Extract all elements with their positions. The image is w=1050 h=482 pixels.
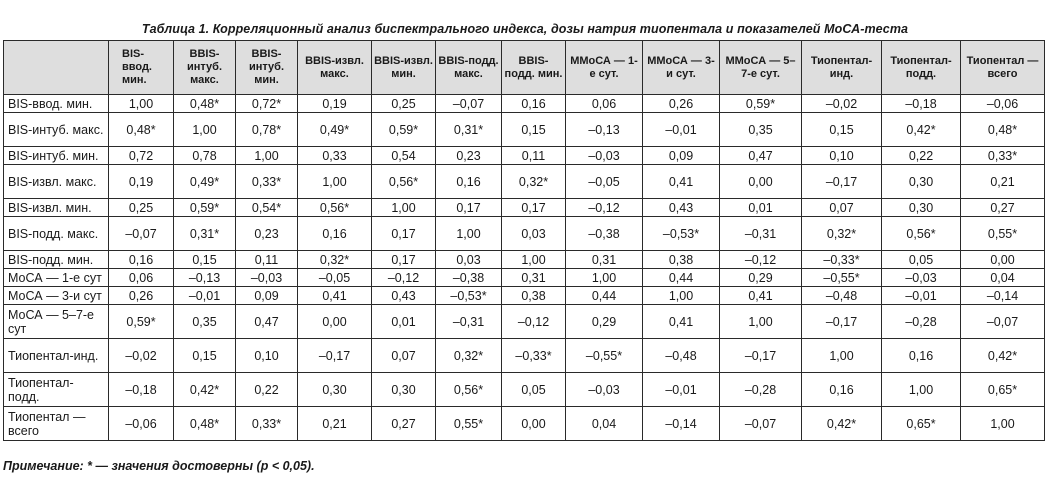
row-header: Тиопентал — всего xyxy=(4,407,109,441)
table-cell: 0,65* xyxy=(961,373,1045,407)
table-cell: 0,15 xyxy=(802,113,882,147)
table-cell: 0,16 xyxy=(298,217,372,251)
table-cell: 0,26 xyxy=(109,287,174,305)
table-cell: 0,05 xyxy=(882,251,961,269)
table-cell: 0,30 xyxy=(298,373,372,407)
table-cell: 0,00 xyxy=(961,251,1045,269)
table-cell: –0,48 xyxy=(802,287,882,305)
table-cell: 0,31* xyxy=(174,217,236,251)
table-cell: 0,26 xyxy=(643,95,720,113)
table-cell: 0,17 xyxy=(502,199,566,217)
table-cell: 0,72* xyxy=(236,95,298,113)
table-cell: 0,03 xyxy=(436,251,502,269)
table-row xyxy=(4,339,1045,373)
table-row xyxy=(4,287,1045,305)
table-cell: 0,47 xyxy=(720,147,802,165)
column-header: Тиопентал-подд. xyxy=(882,41,961,95)
row-header: BIS-подд. макс. xyxy=(4,217,109,251)
table-cell: 0,27 xyxy=(372,407,436,441)
table-cell: 0,59* xyxy=(174,199,236,217)
row-header: BIS-интуб. мин. xyxy=(4,147,109,165)
table-cell: 0,16 xyxy=(882,339,961,373)
table-cell: –0,06 xyxy=(961,95,1045,113)
table-cell: 0,42* xyxy=(802,407,882,441)
table-cell: 0,16 xyxy=(436,165,502,199)
table-row xyxy=(4,251,1045,269)
table-cell: 0,78* xyxy=(236,113,298,147)
table-cell: 1,00 xyxy=(643,287,720,305)
table-cell: 0,42* xyxy=(961,339,1045,373)
table-cell: 1,00 xyxy=(436,217,502,251)
table-cell: 0,56* xyxy=(436,373,502,407)
table-cell: –0,03 xyxy=(236,269,298,287)
table-cell: –0,01 xyxy=(643,113,720,147)
table-cell: 0,04 xyxy=(961,269,1045,287)
table-cell: 0,15 xyxy=(174,339,236,373)
table-cell: 0,00 xyxy=(502,407,566,441)
table-cell: 0,11 xyxy=(502,147,566,165)
table-cell: 0,16 xyxy=(802,373,882,407)
table-cell: 0,56* xyxy=(298,199,372,217)
column-header: ММоСА — 1-е сут. xyxy=(566,41,643,95)
table-cell: 0,47 xyxy=(236,305,298,339)
table-cell: 0,41 xyxy=(298,287,372,305)
column-header: BBIS-извл. макс. xyxy=(298,41,372,95)
table-cell: 0,48* xyxy=(961,113,1045,147)
table-cell: 0,15 xyxy=(174,251,236,269)
table-cell: 0,01 xyxy=(372,305,436,339)
table-cell: 0,23 xyxy=(436,147,502,165)
table-cell: 1,00 xyxy=(236,147,298,165)
table-cell: 0,00 xyxy=(720,165,802,199)
table-cell: 0,35 xyxy=(174,305,236,339)
table-cell: 0,07 xyxy=(372,339,436,373)
table-cell: 0,54* xyxy=(236,199,298,217)
table-cell: –0,01 xyxy=(643,373,720,407)
table-cell: 0,22 xyxy=(236,373,298,407)
table-cell: 0,30 xyxy=(372,373,436,407)
table-cell: –0,13 xyxy=(174,269,236,287)
table-cell: 0,41 xyxy=(643,305,720,339)
table-cell: –0,28 xyxy=(720,373,802,407)
table-cell: 0,06 xyxy=(566,95,643,113)
row-header: BIS-подд. мин. xyxy=(4,251,109,269)
table-cell: 1,00 xyxy=(802,339,882,373)
table-row xyxy=(4,373,1045,407)
table-cell: –0,33* xyxy=(802,251,882,269)
table-body xyxy=(4,95,1045,441)
table-cell: –0,03 xyxy=(566,373,643,407)
row-header: BIS-интуб. макс. xyxy=(4,113,109,147)
table-cell: –0,06 xyxy=(109,407,174,441)
table-cell: –0,55* xyxy=(566,339,643,373)
table-cell: 0,33* xyxy=(961,147,1045,165)
table-cell: 0,72 xyxy=(109,147,174,165)
table-cell: –0,07 xyxy=(109,217,174,251)
column-header: BBIS-подд. макс. xyxy=(436,41,502,95)
table-cell: 0,32* xyxy=(436,339,502,373)
table-cell: 0,04 xyxy=(566,407,643,441)
table-cell: 1,00 xyxy=(174,113,236,147)
table-cell: –0,33* xyxy=(502,339,566,373)
table-cell: –0,12 xyxy=(372,269,436,287)
table-cell: 1,00 xyxy=(298,165,372,199)
table-cell: 0,78 xyxy=(174,147,236,165)
row-header: Тиопентал-инд. xyxy=(4,339,109,373)
table-cell: 0,55* xyxy=(436,407,502,441)
table-cell: 0,49* xyxy=(174,165,236,199)
table-cell: 0,59* xyxy=(720,95,802,113)
table-cell: 0,22 xyxy=(882,147,961,165)
table-cell: –0,12 xyxy=(502,305,566,339)
table-cell: 0,32* xyxy=(298,251,372,269)
table-cell: –0,07 xyxy=(436,95,502,113)
column-header: Тиопентал-инд. xyxy=(802,41,882,95)
table-cell: 0,44 xyxy=(566,287,643,305)
table-cell: 0,49* xyxy=(298,113,372,147)
column-header: BBIS-интуб. макс. xyxy=(174,41,236,95)
table-row xyxy=(4,407,1045,441)
row-header: BIS-ввод. мин. xyxy=(4,95,109,113)
table-cell: 0,30 xyxy=(882,199,961,217)
table-cell: 0,27 xyxy=(961,199,1045,217)
table-cell: –0,18 xyxy=(109,373,174,407)
table-cell: 0,16 xyxy=(502,95,566,113)
table-cell: 0,54 xyxy=(372,147,436,165)
table-cell: –0,12 xyxy=(720,251,802,269)
table-cell: –0,31 xyxy=(436,305,502,339)
table-caption: Таблица 1. Корреляционный анализ биспектрального индекса, дозы натрия тиопентала и показателей МоСА-теста xyxy=(141,22,909,36)
table-cell: 0,41 xyxy=(720,287,802,305)
table-cell: 0,59* xyxy=(109,305,174,339)
table-cell: –0,14 xyxy=(643,407,720,441)
table-cell: 1,00 xyxy=(961,407,1045,441)
table-cell: 0,43 xyxy=(643,199,720,217)
table-cell: –0,05 xyxy=(298,269,372,287)
table-cell: 0,31 xyxy=(502,269,566,287)
table-cell: –0,48 xyxy=(643,339,720,373)
table-cell: 0,07 xyxy=(802,199,882,217)
table-cell: 0,44 xyxy=(643,269,720,287)
table-cell: 1,00 xyxy=(566,269,643,287)
table-cell: 0,56* xyxy=(882,217,961,251)
table-cell: 0,33* xyxy=(236,407,298,441)
table-cell: 0,21 xyxy=(298,407,372,441)
table-cell: 0,43 xyxy=(372,287,436,305)
table-cell: 0,03 xyxy=(502,217,566,251)
table-cell: 0,38 xyxy=(643,251,720,269)
table-cell: 0,06 xyxy=(109,269,174,287)
table-footnote: Примечание: * — значения достоверны (р < 0,05). xyxy=(3,459,315,473)
table-cell: 1,00 xyxy=(720,305,802,339)
header-row xyxy=(4,41,1045,95)
column-header: BBIS-интуб. мин. xyxy=(236,41,298,95)
table-cell: 0,05 xyxy=(502,373,566,407)
table-cell: 0,48* xyxy=(174,407,236,441)
correlation-table xyxy=(3,40,1045,441)
table-cell: 0,01 xyxy=(720,199,802,217)
column-header: BBIS-подд. мин. xyxy=(502,41,566,95)
table-cell: –0,17 xyxy=(720,339,802,373)
table-cell: 0,56* xyxy=(372,165,436,199)
table-cell: 0,10 xyxy=(236,339,298,373)
table-cell: 1,00 xyxy=(372,199,436,217)
table-cell: –0,38 xyxy=(436,269,502,287)
row-header: МоСА — 3-и сут xyxy=(4,287,109,305)
column-header: BIS-ввод. мин. xyxy=(109,41,174,95)
table-cell: 0,21 xyxy=(961,165,1045,199)
table-cell: –0,13 xyxy=(566,113,643,147)
table-cell: 0,48* xyxy=(174,95,236,113)
table-cell: 0,09 xyxy=(643,147,720,165)
table-cell: 0,16 xyxy=(109,251,174,269)
table-cell: –0,02 xyxy=(802,95,882,113)
table-row xyxy=(4,113,1045,147)
table-cell: 0,19 xyxy=(298,95,372,113)
column-header: Тиопентал — всего xyxy=(961,41,1045,95)
table-row xyxy=(4,199,1045,217)
table-cell: –0,01 xyxy=(174,287,236,305)
table-cell: –0,53* xyxy=(643,217,720,251)
table-cell: 0,00 xyxy=(298,305,372,339)
table-cell: 0,19 xyxy=(109,165,174,199)
row-header: Тиопентал-подд. xyxy=(4,373,109,407)
header-corner-cell xyxy=(4,41,109,95)
table-cell: 0,23 xyxy=(236,217,298,251)
table-cell: –0,07 xyxy=(720,407,802,441)
table-cell: 1,00 xyxy=(882,373,961,407)
table-cell: 0,09 xyxy=(236,287,298,305)
table-cell: 0,17 xyxy=(436,199,502,217)
table-row xyxy=(4,217,1045,251)
table-cell: 0,41 xyxy=(643,165,720,199)
table-cell: –0,31 xyxy=(720,217,802,251)
table-cell: –0,17 xyxy=(802,305,882,339)
table-cell: –0,03 xyxy=(566,147,643,165)
table-cell: 0,25 xyxy=(109,199,174,217)
row-header: BIS-извл. мин. xyxy=(4,199,109,217)
table-cell: –0,02 xyxy=(109,339,174,373)
table-row xyxy=(4,95,1045,113)
table-cell: –0,01 xyxy=(882,287,961,305)
column-header: ММоСА — 3-и сут. xyxy=(643,41,720,95)
table-cell: 0,33 xyxy=(298,147,372,165)
table-cell: 0,65* xyxy=(882,407,961,441)
table-cell: 0,29 xyxy=(566,305,643,339)
table-row xyxy=(4,269,1045,287)
table-cell: –0,12 xyxy=(566,199,643,217)
table-cell: –0,18 xyxy=(882,95,961,113)
table-row xyxy=(4,305,1045,339)
column-header: ММоСА — 5–7-е сут. xyxy=(720,41,802,95)
table-cell: –0,14 xyxy=(961,287,1045,305)
row-header: МоСА — 5–7-е сут xyxy=(4,305,109,339)
table-cell: 0,38 xyxy=(502,287,566,305)
table-cell: 0,42* xyxy=(174,373,236,407)
table-cell: –0,28 xyxy=(882,305,961,339)
table-cell: 0,25 xyxy=(372,95,436,113)
row-header: BIS-извл. макс. xyxy=(4,165,109,199)
table-cell: –0,03 xyxy=(882,269,961,287)
table-cell: 0,33* xyxy=(236,165,298,199)
table-cell: 0,32* xyxy=(502,165,566,199)
table-cell: –0,53* xyxy=(436,287,502,305)
table-cell: 0,59* xyxy=(372,113,436,147)
column-header: BBIS-извл. мин. xyxy=(372,41,436,95)
table-cell: 0,31* xyxy=(436,113,502,147)
table-cell: 0,11 xyxy=(236,251,298,269)
table-cell: 0,42* xyxy=(882,113,961,147)
table-cell: 0,10 xyxy=(802,147,882,165)
table-cell: –0,07 xyxy=(961,305,1045,339)
table-cell: –0,05 xyxy=(566,165,643,199)
table-cell: 0,32* xyxy=(802,217,882,251)
table-cell: 0,15 xyxy=(502,113,566,147)
table-cell: 1,00 xyxy=(109,95,174,113)
table-cell: 0,30 xyxy=(882,165,961,199)
table-cell: 0,48* xyxy=(109,113,174,147)
table-cell: 1,00 xyxy=(502,251,566,269)
table-cell: 0,17 xyxy=(372,217,436,251)
table-cell: 0,55* xyxy=(961,217,1045,251)
table-cell: –0,17 xyxy=(802,165,882,199)
table-cell: –0,38 xyxy=(566,217,643,251)
table-row xyxy=(4,165,1045,199)
table-cell: 0,35 xyxy=(720,113,802,147)
table-cell: 0,29 xyxy=(720,269,802,287)
table-cell: –0,17 xyxy=(298,339,372,373)
table-row xyxy=(4,147,1045,165)
row-header: МоСА — 1-е сут xyxy=(4,269,109,287)
table-cell: 0,31 xyxy=(566,251,643,269)
table-cell: –0,55* xyxy=(802,269,882,287)
table-cell: 0,17 xyxy=(372,251,436,269)
